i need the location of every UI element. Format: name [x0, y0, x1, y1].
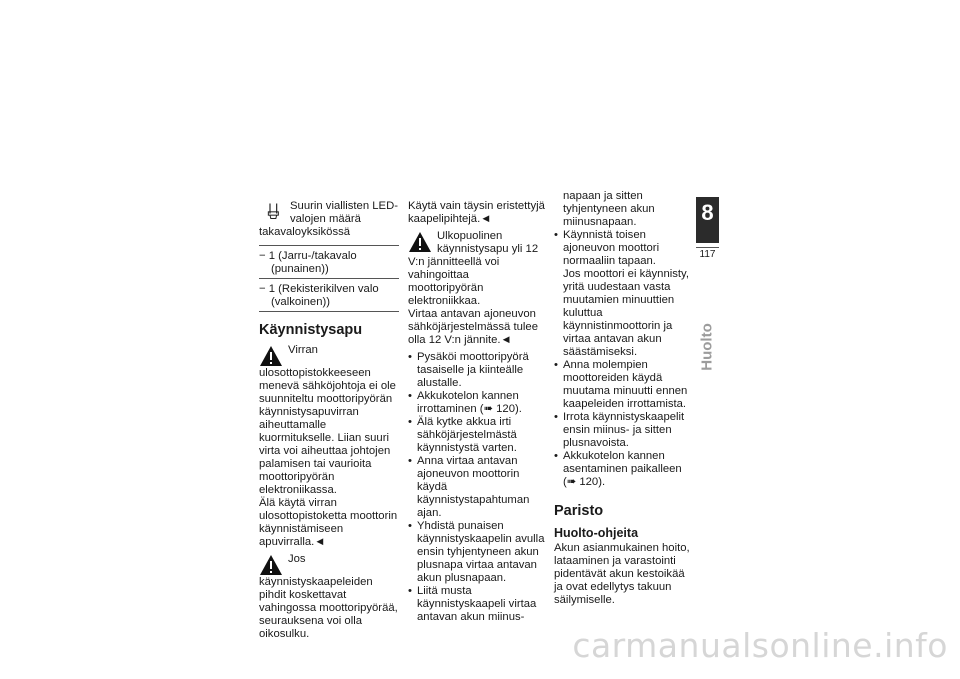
- bulb-icon: [265, 201, 285, 221]
- steps-list: [408, 351, 546, 624]
- warning-triangle-icon: [259, 345, 283, 367]
- list-continuation: napaan ja sitten tyhjentyneen akun miinusnapaan.: [563, 190, 655, 228]
- column-1: [259, 200, 399, 641]
- chapter-number: 8: [701, 200, 714, 225]
- dash-item: − 1 (Jarru-/takavalo (punainen)): [259, 250, 357, 275]
- warning-note: [408, 230, 546, 347]
- separator: [259, 278, 399, 279]
- list-item: • Pysäköi moottoripyörä tasaiselle ja kiinteälle alustalle.: [408, 351, 546, 390]
- subheading-huolto-ohjeita: Huolto-ohjeita: [554, 526, 639, 540]
- dash-item: − 1 (Rekisterikilven valo (valkoinen)): [259, 283, 379, 308]
- section-heading-kaynnistysapu: Käynnistysapu: [259, 322, 363, 338]
- list-item: • Akkukotelon kannen irrottaminen (➠ 120).: [408, 390, 546, 416]
- list-item: • Akkukotelon kannen asentaminen paikalleen (➠ 120).: [554, 450, 692, 489]
- column-2: [408, 200, 546, 624]
- list-item: • Anna virtaa antavan ajoneuvon moottorin käydä käynnistystapahtuman ajan.: [408, 455, 546, 520]
- page-number: 117: [696, 247, 719, 261]
- separator: [259, 245, 399, 246]
- warning-note: [259, 553, 399, 641]
- led-note: [259, 200, 399, 239]
- warning-triangle-icon: [259, 554, 283, 576]
- intro-text: Käytä vain täysin eristettyjä kaapelipihtejä.◄: [408, 200, 545, 225]
- column-3: [554, 190, 692, 607]
- warning-text: Jos käynnistyskaapeleiden pihdit koskettavat vahingossa moottoripyörää, seurauksena voi olla oikosulku.: [259, 553, 398, 640]
- warning-text-continued: Älä käytä virran ulosottopistoketta moottorin käynnistämiseen apuvirralla.◄: [259, 497, 398, 548]
- steps-list: [554, 229, 692, 268]
- warning-text-continued: Virtaa antavan ajoneuvon sähköjärjestelmässä tulee olla 12 V:n jännite.◄: [408, 308, 538, 346]
- list-item: • Anna molempien moottoreiden käydä muutama minuutti ennen kaapeleiden irrottamista.: [554, 359, 692, 411]
- warning-text: Ulkopuolinen käynnistysapu yli 12 V:n jännitteellä voi vahingoittaa moottoripyörän elektroniikkaa.: [408, 230, 539, 307]
- led-note-text: Suurin viallisten LED-valojen määrä takavaloyksikössä: [259, 200, 398, 238]
- list-item: • Liitä musta käynnistyskaapeli virtaa antavan akun miinus-: [408, 585, 546, 624]
- body-text: Akun asianmukainen hoito, lataaminen ja varastointi pidentävät akun kestoikää ja ovat edellytys takuun säilymiselle.: [554, 542, 690, 606]
- separator: [259, 311, 399, 312]
- watermark: carmanualsonline.info: [572, 626, 948, 665]
- chapter-tab: [696, 197, 719, 243]
- warning-triangle-icon: [408, 231, 432, 253]
- list-item: • Käynnistä toisen ajoneuvon moottori normaaliin tapaan.: [554, 229, 692, 268]
- warning-text: Virran ulosottopistokkeeseen menevä sähköjohtoja ei ole suunniteltu moottoripyörän käynnistysapuvirran aiheuttamalle kuormitukselle. Liian suuri virta voi aiheuttaa johtojen palamisen tai vaurioita moottoripyörän elektroniikassa.: [259, 344, 396, 496]
- list-item: • Irrota käynnistyskaapelit ensin miinus- ja sitten plusnavoista.: [554, 411, 692, 450]
- list-item: • Älä kytke akkua irti sähköjärjestelmästä käynnistystä varten.: [408, 416, 546, 455]
- chapter-side-title: Huolto: [698, 323, 716, 371]
- section-heading-paristo: Paristo: [554, 503, 604, 519]
- list-item: • Yhdistä punaisen käynnistyskaapelin avulla ensin tyhjentyneen akun plusnapa virtaa antavan akun plusnapaan.: [408, 520, 546, 585]
- steps-list: [554, 359, 692, 489]
- list-item-detail: Jos moottori ei käynnisty, yritä uudestaan vasta muutamien minuuttien kuluttua käynnistinmoottorin ja virtaa antavan akun säästämiseksi.: [563, 268, 689, 358]
- warning-note: [259, 344, 399, 549]
